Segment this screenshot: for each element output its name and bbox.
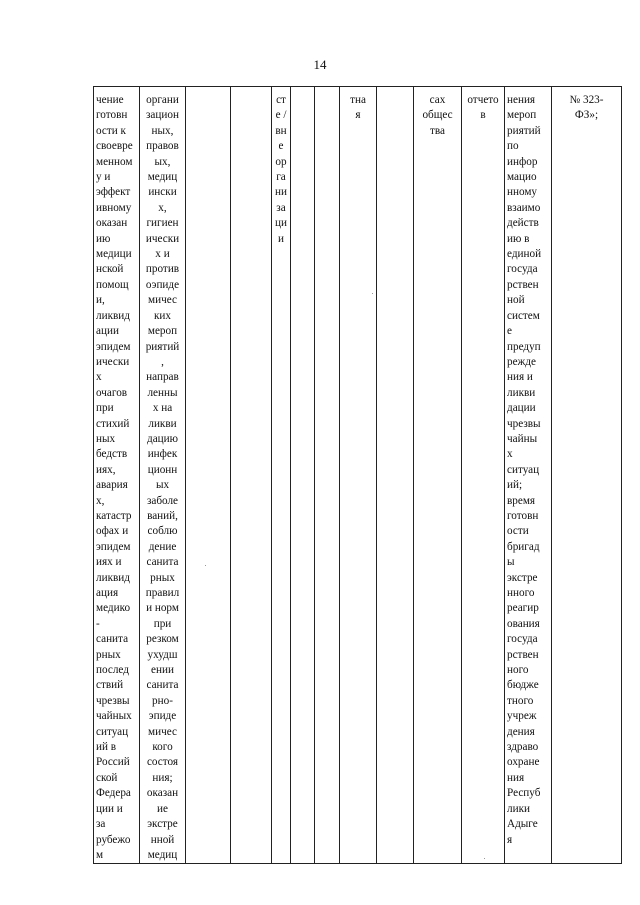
table-cell-law-reference: № 323- ФЗ»;: [552, 87, 622, 864]
scan-speck: [372, 293, 373, 294]
table-cell-empty: [291, 87, 315, 864]
table-cell-fragment: тна я: [340, 87, 377, 864]
table-cell-purpose: чение готовн ости к своевре менном у и эффект ивному оказан ию медици нской помощ и, ликвид ации эпидем ически х очагов при стихий ных бедств иях, авария х, катастр офах и эпидем иях и ликвид ация медико - санита рных послед ствий чрезвы чайных ситуац ий в Россий ской Федера ции и за рубежо м: [94, 87, 140, 864]
scan-speck: [205, 565, 206, 566]
scan-speck: [484, 858, 485, 859]
table-cell-measures: органи зацион ных, правов ых, медиц ински х, гигиен ически х и против оэпиде мичес ких мероп риятий , направ ленны х на ликви дацию инфек ционн ых заболе ваний, соблю дение санита рных правил и норм при резком ухудш ении санита рно- эпиде мичес кого состоя ния; оказан ие экстре нной медиц: [140, 87, 186, 864]
table-cell-empty: [186, 87, 231, 864]
table-cell-indicators: нения мероп риятий по инфор мацио нному взаимо действ ию в единой госуда рствен ной систем е предуп режде ния и ликви дации чрезвы чайны х ситуац ий; время готовн ости бригад ы экстре нного реагир ования госуда рствен ного бюдже тного учреж дения здраво охране ния Респуб лики Адыге я: [505, 87, 552, 864]
table-cell-empty: [231, 87, 272, 864]
table-cell-empty: [315, 87, 340, 864]
table-cell-organization-fragment: ст е / вн е ор га ни за ци и: [272, 87, 291, 864]
table-cell-empty: [377, 87, 414, 864]
document-table: [93, 86, 622, 864]
table-row: [94, 87, 622, 864]
table-cell-society-fragment: сах общес тва: [414, 87, 462, 864]
table-cell-reports-fragment: отчето в: [462, 87, 505, 864]
page-number: 14: [313, 57, 327, 72]
